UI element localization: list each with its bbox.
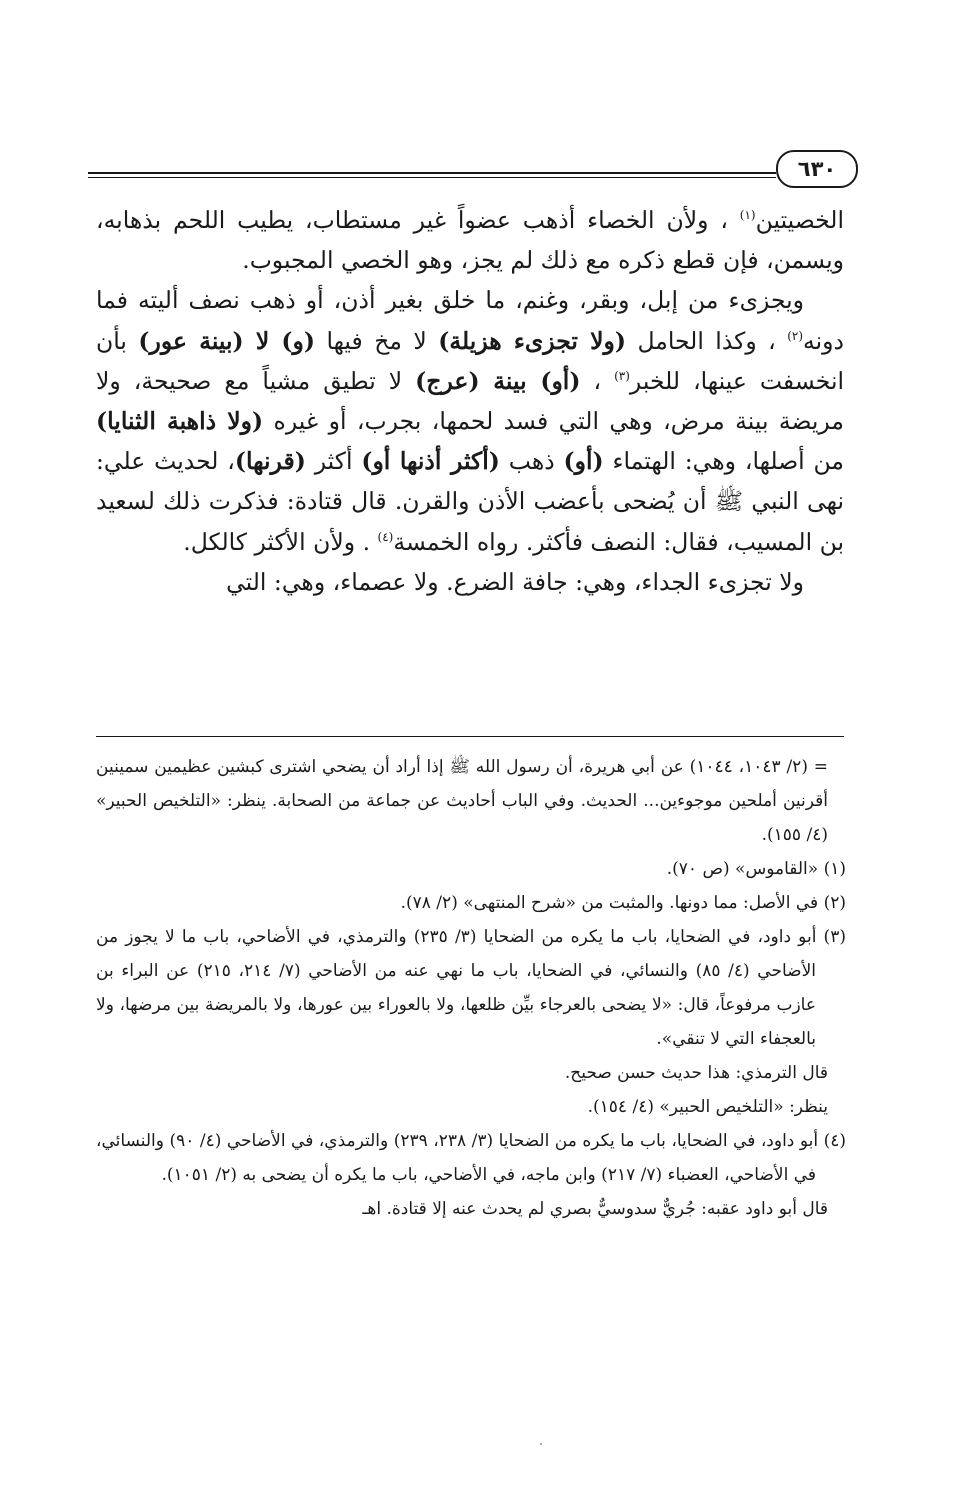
body-paragraph xyxy=(96,200,844,280)
footnote-3-note: قال الترمذي: هذا حديث حسن صحيح. xyxy=(564,1063,828,1083)
matn-text: (أو) بينة (عرج) xyxy=(415,366,581,395)
footnotes xyxy=(96,750,846,1226)
footnote-continuation: = (٢/ ١٠٤٣، ١٠٤٤) عن أبي هريرة، أن رسول الله ﷺ إذا أراد أن يضحي اشترى كبشين عظيمين سمينين أقرنين أملحين موجوءين... الحديث. وفي الباب أحاديث عن جماعة من الصحابة. ينظر: «التلخيص الحبير» (٤/ ١٥٥). xyxy=(96,757,829,845)
sharh-text: الخصيتين xyxy=(755,206,844,234)
footnote-marker: (٤) xyxy=(377,529,394,544)
sharh-text: ، لحديث علي: نهى النبي ﷺ أن يُضحى بأعضب الأذن والقرن. قال قتادة: فذكرت ذلك لسعيد بن المسيب، فقال: النصف فأكثر. رواه الخمسة xyxy=(96,447,844,556)
sharh-text: ، xyxy=(580,366,615,395)
scan-speck xyxy=(540,1443,542,1445)
body-paragraph xyxy=(96,280,844,561)
footnote-1: (١) «القاموس» (ص ٧٠). xyxy=(666,859,846,879)
page-number-badge: ٦٣٠ xyxy=(776,150,858,188)
footnote-3-ref: ينظر: «التلخيص الحبير» (٤/ ١٥٤). xyxy=(587,1097,828,1117)
page-header xyxy=(88,146,858,190)
sharh-text: بأن انخسفت عينها، للخبر xyxy=(96,326,845,395)
sharh-text: ، ولأن الخصاء أذهب عضواً غير مستطاب، يطيب اللحم بذهابه، ويسمن، فإن قطع ذكره مع ذلك لم يجز، وهو الخصي المجبوب. xyxy=(96,206,844,275)
sharh-text: لا تطيق مشياً مع صحيحة، ولا مريضة بينة مرض، وهي التي فسد لحمها، بجرب، أو غيره xyxy=(96,366,844,436)
footnote-marker: (٣) xyxy=(614,368,630,383)
sharh-text: أكثر xyxy=(305,447,362,476)
sharh-text: ولا تجزىء الجداء، وهي: جافة الضرع. ولا عصماء، وهي: التي xyxy=(226,567,804,596)
body-paragraph xyxy=(96,562,844,602)
footnote-marker: (٢) xyxy=(787,328,804,343)
matn-text: (ولا ذاهبة الثنايا) xyxy=(96,407,264,436)
footnote-4: (٤) أبو داود، في الضحايا، باب ما يكره من الضحايا (٣/ ٢٣٨، ٢٣٩) والترمذي، في الأضاحي (٤/ ٩٠) والنسائي، في الأضاحي، العضباء (٧/ ٢١٧) وابن ماجه، في الأضاحي، باب ما يكره أن يضحى به (٢/ ١٠٥١). xyxy=(96,1131,846,1185)
matn-text: (ولا تجزىء هزيلة) xyxy=(438,326,626,355)
sharh-text: ويجزىء من إبل، وبقر، وغنم، ما خلق بغير أذن، أو ذهب نصف أليته فما دونه xyxy=(96,286,844,355)
footnote-2: (٢) في الأصل: مما دونها. والمثبت من «شرح المنتهى» (٢/ ٧٨). xyxy=(400,893,846,913)
sharh-text: . ولأن الأكثر كالكل. xyxy=(183,527,378,556)
matn-text: (قرنها) xyxy=(234,447,306,476)
footnote-4-note: قال أبو داود عقبه: جُريٌّ سدوسيٌّ بصري لم يحدث عنه إلا قتادة. اهـ xyxy=(362,1199,828,1219)
sharh-text: لا مخ فيها xyxy=(314,326,439,355)
footnote-3: (٣) أبو داود، في الضحايا، باب ما يكره من الضحايا (٣/ ٢٣٥) والترمذي، في الأضاحي، باب ما لا يجوز من الأضاحي (٤/ ٨٥) والنسائي، في الضحايا، باب ما نهي عنه من الأضاحي (٧/ ٢١٤، ٢١٥) عن البراء بن عازب مرفوعاً، قال: «لا يضحى بالعرجاء بيِّن ظلعها، ولا بالعوراء بين عورها، ولا بالمريضة بين مرضها، ولا بالعجفاء التي لا تنقي». xyxy=(96,927,846,1049)
sharh-text: ، وكذا الحامل xyxy=(626,326,788,355)
footnote-marker: (١) xyxy=(739,208,756,223)
header-rule xyxy=(88,172,776,178)
main-text xyxy=(96,200,844,602)
matn-text: (و) لا (بينة عور) xyxy=(138,326,315,355)
sharh-text: من أصلها، وهي: الهتماء xyxy=(603,447,845,476)
matn-text: (أكثر أذنها أو) xyxy=(361,447,500,476)
footnote-divider xyxy=(96,736,844,737)
sharh-text: ذهب xyxy=(499,447,564,476)
matn-text: (أو) xyxy=(563,447,604,476)
